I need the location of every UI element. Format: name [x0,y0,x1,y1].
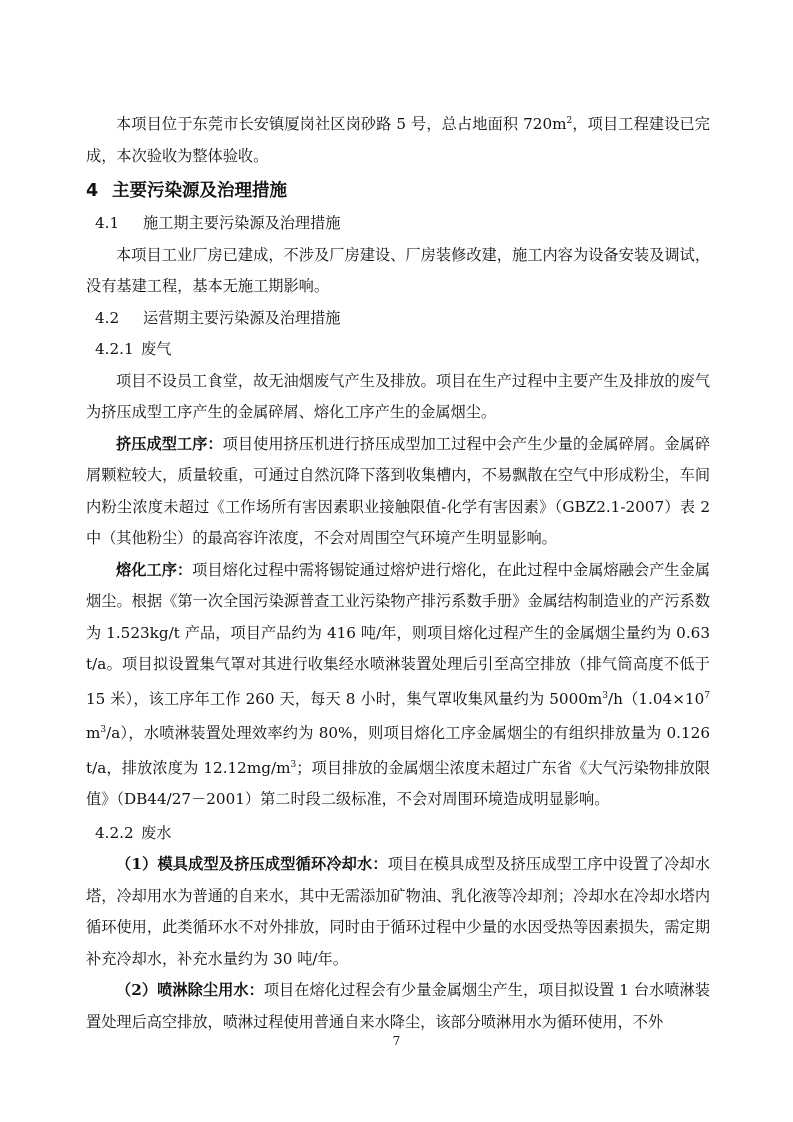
page-number: 7 [392,1034,401,1048]
section-4-2-2-heading [86,818,710,850]
melting-label: 熔化工序： [116,560,193,579]
melting-text-2: /h（1.04×10 [608,689,705,708]
cooling-water-label: （1）模具成型及挤压成型循环冷却水： [116,855,388,874]
melting-paragraph [86,555,710,816]
exhaust-gas-paragraph: 项目不设员工食堂，故无油烟废气产生及排放。项目在生产过程中主要产生及排放的废气为挤压成型工序产生的金属碎屑、熔化工序产生的金属烟尘。 [86,371,710,422]
section-4-2-1-number: 4.2.1 [95,340,134,359]
melting-sup-1: 3 [602,690,609,701]
intro-paragraph [86,106,710,172]
section-4-2-2-title: 废水 [141,823,172,842]
spray-water-label: （2）喷淋除尘用水： [116,981,264,1000]
section-4-heading [86,175,710,207]
section-4-title: 主要污染源及治理措施 [112,181,287,202]
extrusion-label: 挤压成型工序： [116,434,223,453]
melting-sup-4: 3 [290,759,297,770]
section-4-2-2-number: 4.2.2 [95,823,134,842]
page-content [86,106,710,1038]
cooling-water-text: 项目在模具成型及挤压成型工序中设置了冷却水塔，冷却用水为普通的自来水，其中无需添加矿物油、乳化液等冷却剂；冷却水在冷却水塔内循环使用，此类循环水不对外排放，同时由于循环过程中少量的水因受热等因素损失，需定期补充冷却水，补充水量约为 30 吨/年。 [86,855,711,968]
intro-text: 本项目位于东莞市长安镇厦岗社区岗砂路 5 号，总占地面积 720m [116,115,567,134]
section-4-2-1-title: 废气 [141,340,172,359]
intro-superscript: 2 [566,116,573,126]
melting-sup-2: 7 [704,690,710,701]
section-4-2-number: 4.2 [95,308,120,327]
extrusion-paragraph [86,429,710,555]
section-4-2-1-heading [86,334,710,366]
spray-water-text: 项目在熔化过程会有少量金属烟尘产生，项目拟设置 1 台水喷淋装置处理后高空排放，喷淋过程使用普通自来水降尘，该部分喷淋用水为循环使用，不外 [86,981,710,1031]
section-4-1-paragraph: 本项目工业厂房已建成，不涉及厂房建设、厂房装修改建，施工内容为设备安装及调试，没有基建工程，基本无施工期影响。 [86,245,710,296]
section-4-2-heading [86,303,710,335]
spray-water-paragraph [86,975,710,1038]
section-4-1-heading [86,208,710,240]
section-4-number: 4 [86,181,99,202]
section-4-2-title: 运营期主要污染源及治理措施 [143,308,341,327]
melting-text-4: /a），水喷淋装置处理效率约为 80%，则项目熔化工序金属烟尘的有组织排放量为 0.126t/a，排放浓度为 12.12mg/m [86,724,710,777]
melting-sup-3: 3 [100,725,107,736]
melting-text-5: ；项目排放的金属烟尘浓度未超过广东省《大气污染物排放限值》（DB44/27－2001）第二时段二级标准，不会对周围环境造成明显影响。 [86,758,711,809]
section-4-1-title: 施工期主要污染源及治理措施 [143,214,341,233]
melting-text-3: m [86,724,101,743]
cooling-water-paragraph [86,849,710,975]
section-4-1-number: 4.1 [95,214,120,233]
extrusion-text: 项目使用挤压机进行挤压成型加工过程中会产生少量的金属碎屑。金属碎屑颗粒较大，质量较重，可通过自然沉降下落到收集槽内，不易飘散在空气中形成粉尘，车间内粉尘浓度未超过《工作场所有害因素职业接触限值-化学有害因素》（GBZ2.1-2007）表 2 中（其他粉尘）的最高容许浓度，不会对周围空气环境产生明显影响。 [86,434,711,548]
intro-text-end: ，项目工程建设已完成，本次验收为整体验收。 [86,115,710,165]
melting-text-1: 项目熔化过程中需将锡锭通过熔炉进行熔化，在此过程中金属熔融会产生金属烟尘。根据《第一次全国污染源普查工业污染物产排污系数手册》金属结构制造业的产污系数为 1.523kg/t 产品，项目产品约为 416 吨/年，则项目熔化过程产生的金属烟尘量约为 0.63t/a。项目拟设置集气罩对其进行收集经水喷淋装置处理后引至高空排放（排气筒高度不低于 15 米），该工序年工作 260 天，每天 8 小时，集气罩收集风量约为 5000m [86,560,711,708]
